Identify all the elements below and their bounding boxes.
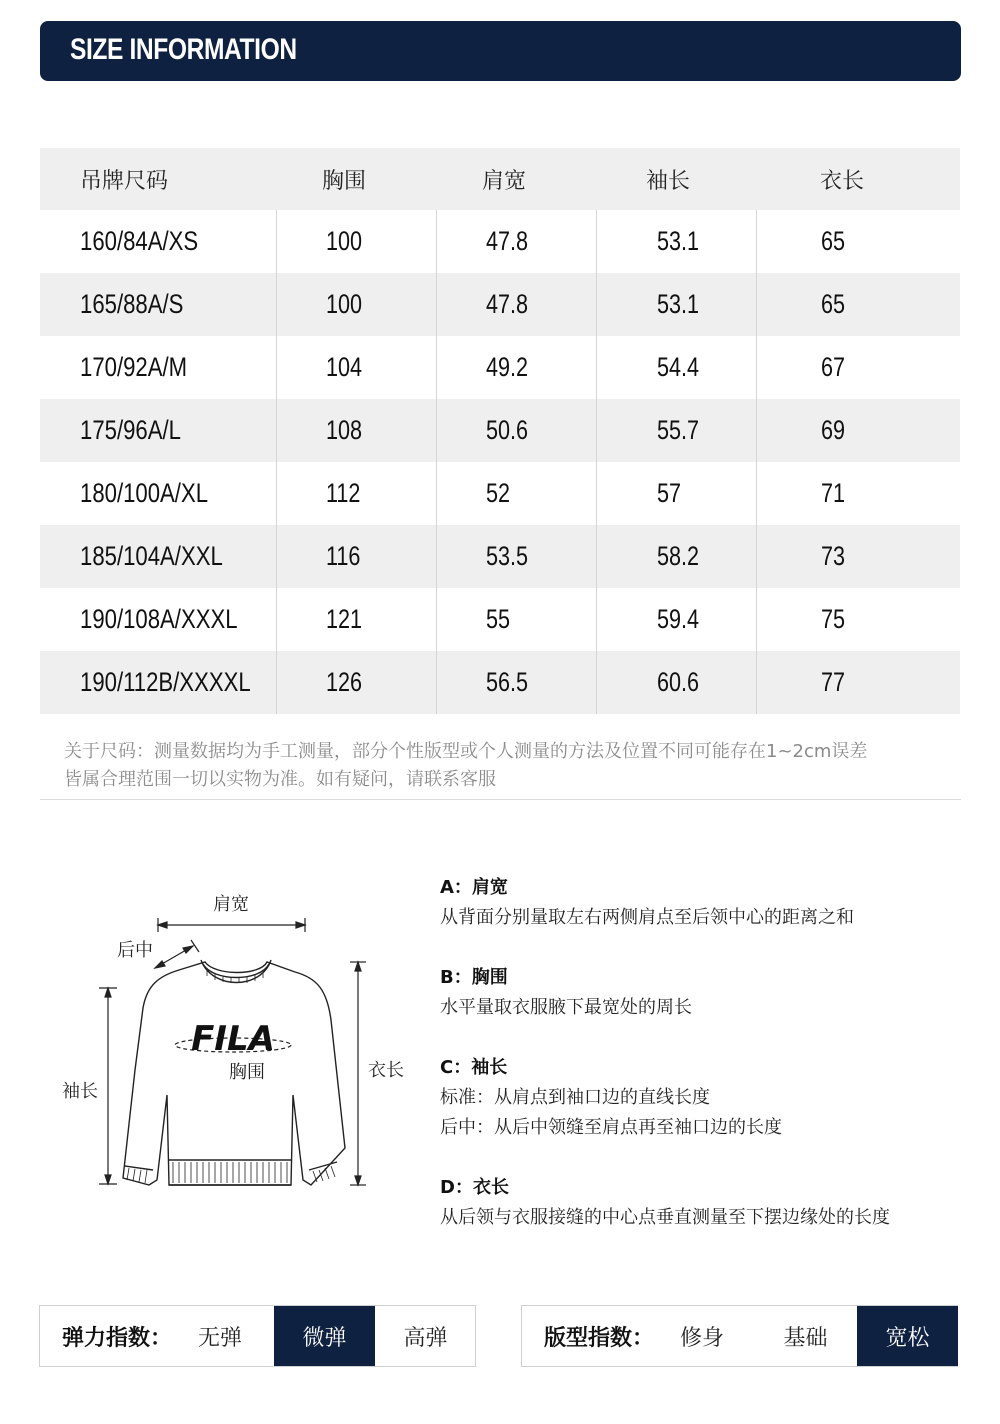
desc-line: 从后领与衣服接缝的中心点垂直测量至下摆边缘处的长度: [440, 1207, 890, 1228]
cell-shoulder: [436, 588, 596, 651]
cell-value: 52: [485, 478, 510, 508]
cell-chest: [276, 399, 436, 462]
cell-value: 73: [820, 541, 845, 571]
cell-size: [40, 273, 276, 336]
size-table: [40, 148, 960, 714]
cell-size: [40, 210, 276, 273]
table-row: [40, 399, 960, 462]
cell-value: 67: [820, 352, 845, 382]
cell-chest: [276, 210, 436, 273]
cell-chest: [276, 525, 436, 588]
col-header-shoulder: 肩宽: [436, 148, 596, 210]
fit-option-loose[interactable]: 宽松: [857, 1306, 958, 1366]
fit-index: [521, 1305, 958, 1367]
cell-shoulder: [436, 273, 596, 336]
cell-value: 165/88A/S: [80, 289, 184, 319]
table-row: [40, 273, 960, 336]
diagram-label-back-center: 后中: [117, 940, 153, 961]
desc-length: [440, 1173, 970, 1233]
cell-size: [40, 525, 276, 588]
elasticity-label: 弹力指数：: [62, 1325, 173, 1351]
diagram-label-sleeve: 袖长: [62, 1081, 98, 1102]
cell-length: [756, 336, 960, 399]
table-row: [40, 336, 960, 399]
fila-logo: FILA: [191, 1019, 275, 1059]
sweater-diagram: [55, 880, 425, 1210]
cell-value: 100: [325, 289, 362, 319]
cell-value: 190/112B/XXXXL: [80, 667, 251, 697]
cell-size: [40, 399, 276, 462]
cell-value: 112: [325, 478, 360, 508]
cell-value: 126: [325, 667, 362, 697]
table-body: [40, 210, 960, 714]
table-row: [40, 210, 960, 273]
cell-sleeve: [596, 336, 756, 399]
cell-value: 53.5: [485, 541, 528, 571]
header-title: SIZE INFORMATION: [70, 33, 297, 66]
cell-value: 69: [820, 415, 845, 445]
cell-shoulder: [436, 399, 596, 462]
size-info-header: [40, 21, 961, 81]
cell-value: 104: [325, 352, 362, 382]
cell-value: 47.8: [485, 289, 528, 319]
cell-sleeve: [596, 588, 756, 651]
cell-value: 65: [820, 289, 845, 319]
cell-value: 50.6: [485, 415, 528, 445]
desc-title: B：胸围: [440, 967, 508, 988]
desc-line: 从背面分别量取左右两侧肩点至后领中心的距离之和: [440, 907, 854, 928]
cell-shoulder: [436, 462, 596, 525]
cell-sleeve: [596, 273, 756, 336]
cell-value: 75: [820, 604, 845, 634]
cell-value: 56.5: [485, 667, 528, 697]
cell-value: 57: [656, 478, 681, 508]
cell-length: [756, 210, 960, 273]
cell-value: 49.2: [485, 352, 528, 382]
cell-value: 77: [820, 667, 845, 697]
cell-sleeve: [596, 399, 756, 462]
elasticity-option-none[interactable]: 无弹: [198, 1325, 243, 1351]
cell-value: 65: [820, 226, 845, 256]
diagram-label-chest: 胸围: [229, 1062, 265, 1083]
cell-value: 170/92A/M: [80, 352, 188, 382]
desc-shoulder: [440, 873, 970, 933]
elasticity-option-slight[interactable]: 微弹: [274, 1306, 375, 1366]
cell-value: 47.8: [485, 226, 528, 256]
fit-option-regular[interactable]: 基础: [783, 1325, 828, 1351]
cell-sleeve: [596, 210, 756, 273]
cell-length: [756, 399, 960, 462]
note-line-1: 关于尺码：测量数据均为手工测量，部分个性版型或个人测量的方法及位置不同可能存在1~2cm误差: [64, 741, 868, 762]
cell-value: 116: [325, 541, 360, 571]
cell-value: 100: [325, 226, 362, 256]
cell-value: 175/96A/L: [80, 415, 181, 445]
cell-value: 54.4: [656, 352, 699, 382]
table-row: [40, 462, 960, 525]
cell-value: 53.1: [656, 226, 699, 256]
sweater-illustration: [55, 880, 425, 1210]
table-row: [40, 525, 960, 588]
cell-value: 108: [325, 415, 362, 445]
table-row: [40, 588, 960, 651]
cell-value: 60.6: [656, 667, 699, 697]
cell-size: [40, 588, 276, 651]
elasticity-index: [39, 1305, 476, 1367]
cell-sleeve: [596, 525, 756, 588]
cell-value: 53.1: [656, 289, 699, 319]
desc-sleeve: [440, 1053, 970, 1143]
cell-chest: [276, 588, 436, 651]
cell-shoulder: [436, 336, 596, 399]
cell-value: 121: [325, 604, 362, 634]
cell-value: 180/100A/XL: [80, 478, 209, 508]
cell-chest: [276, 273, 436, 336]
cell-length: [756, 525, 960, 588]
divider: [40, 799, 961, 800]
measurement-note: [64, 738, 960, 794]
cell-length: [756, 651, 960, 714]
fit-option-slim[interactable]: 修身: [680, 1325, 725, 1351]
cell-chest: [276, 336, 436, 399]
table-header-row: [40, 148, 960, 210]
cell-value: 59.4: [656, 604, 699, 634]
elasticity-option-high[interactable]: 高弹: [403, 1325, 448, 1351]
diagram-label-shoulder: 肩宽: [213, 894, 249, 915]
cell-size: [40, 336, 276, 399]
desc-line: 水平量取衣服腋下最宽处的周长: [440, 997, 692, 1018]
table-row: [40, 651, 960, 714]
cell-chest: [276, 651, 436, 714]
cell-value: 71: [820, 478, 845, 508]
cell-size: [40, 651, 276, 714]
cell-sleeve: [596, 462, 756, 525]
col-header-chest: 胸围: [276, 148, 436, 210]
cell-value: 55: [485, 604, 510, 634]
cell-value: 190/108A/XXXL: [80, 604, 238, 634]
col-header-length: 衣长: [756, 148, 960, 210]
cell-shoulder: [436, 210, 596, 273]
cell-value: 55.7: [656, 415, 699, 445]
cell-value: 160/84A/XS: [80, 226, 199, 256]
col-header-sleeve: 袖长: [596, 148, 756, 210]
cell-length: [756, 588, 960, 651]
cell-length: [756, 273, 960, 336]
cell-sleeve: [596, 651, 756, 714]
fit-label: 版型指数：: [544, 1325, 655, 1351]
note-line-2: 皆属合理范围一切以实物为准。如有疑问，请联系客服: [64, 769, 496, 790]
cell-length: [756, 462, 960, 525]
desc-title: C：袖长: [440, 1057, 508, 1078]
desc-chest: [440, 963, 970, 1023]
cell-size: [40, 462, 276, 525]
cell-shoulder: [436, 651, 596, 714]
desc-title: A：肩宽: [440, 877, 508, 898]
cell-value: 58.2: [656, 541, 699, 571]
col-header-size: 吊牌尺码: [40, 148, 276, 210]
desc-line: 标准：从肩点到袖口边的直线长度: [440, 1087, 710, 1108]
cell-value: 185/104A/XXL: [80, 541, 223, 571]
cell-shoulder: [436, 525, 596, 588]
desc-title: D：衣长: [440, 1177, 509, 1198]
cell-chest: [276, 462, 436, 525]
desc-line: 后中：从后中领缝至肩点再至袖口边的长度: [440, 1117, 782, 1138]
diagram-label-length: 衣长: [368, 1060, 404, 1081]
